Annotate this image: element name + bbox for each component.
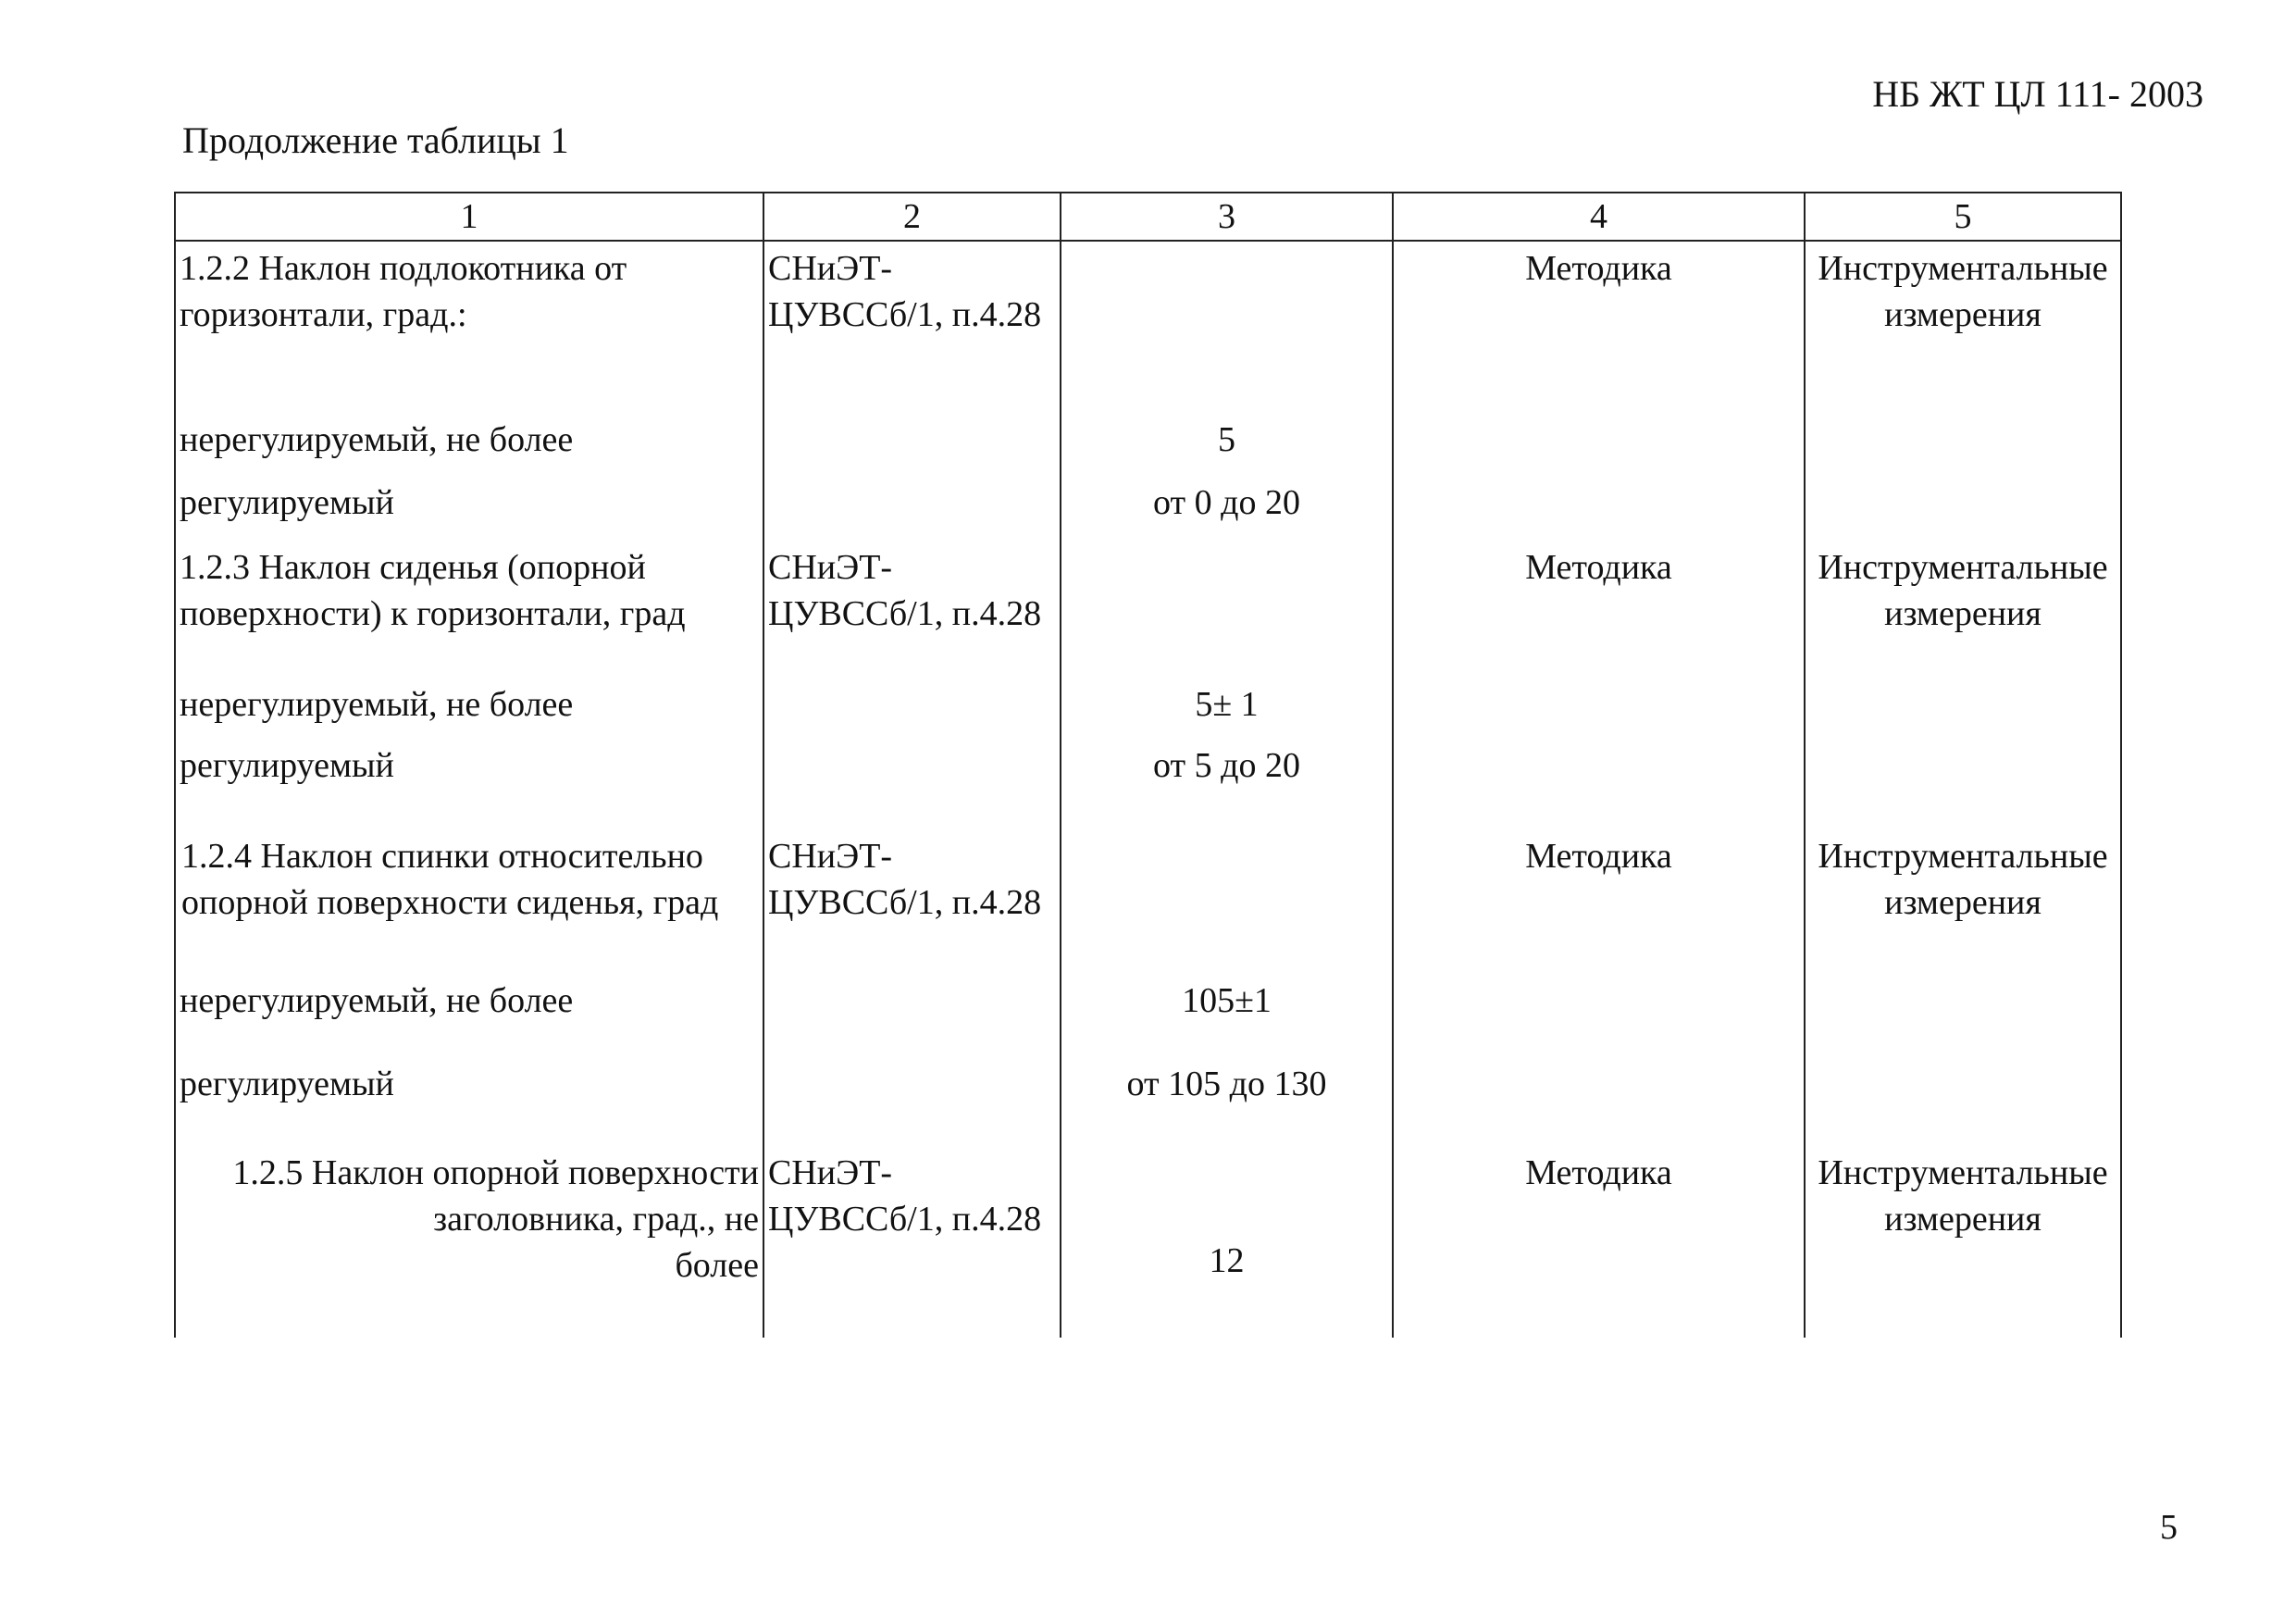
item-method: Методика bbox=[1393, 833, 1805, 978]
item-title: 1.2.3 Наклон сиденья (опорной поверхности) к горизонтали, град bbox=[175, 544, 763, 681]
column-header-4: 4 bbox=[1393, 193, 1805, 241]
table-row bbox=[175, 681, 2121, 742]
column-header-1: 1 bbox=[175, 193, 763, 241]
item-value bbox=[1061, 241, 1393, 417]
empty-cell bbox=[1805, 1061, 2121, 1150]
subrow-value: 105±1 bbox=[1061, 978, 1393, 1061]
empty-cell bbox=[763, 417, 1061, 479]
empty-cell bbox=[1393, 479, 1805, 544]
item-reference: СНиЭТ-ЦУВССб/1, п.4.28 bbox=[763, 833, 1061, 978]
subrow-value: от 105 до 130 bbox=[1061, 1061, 1393, 1150]
table-header-row bbox=[175, 193, 2121, 241]
subrow-label: нерегулируемый, не более bbox=[175, 681, 763, 742]
item-method: Методика bbox=[1393, 241, 1805, 417]
column-header-2: 2 bbox=[763, 193, 1061, 241]
subrow-label: регулируемый bbox=[175, 742, 763, 833]
table-row bbox=[175, 241, 2121, 417]
table-row bbox=[175, 833, 2121, 978]
item-control: Инструментальные измерения bbox=[1805, 833, 2121, 978]
subrow-value: 5± 1 bbox=[1061, 681, 1393, 742]
item-title: 1.2.2 Наклон подлокотника от горизонтали, град.: bbox=[175, 241, 763, 417]
table-row bbox=[175, 978, 2121, 1061]
page-number: 5 bbox=[2160, 1508, 2178, 1547]
item-method: Методика bbox=[1393, 1150, 1805, 1338]
empty-cell bbox=[763, 479, 1061, 544]
requirements-table bbox=[174, 192, 2122, 1338]
subrow-label: регулируемый bbox=[175, 1061, 763, 1150]
item-title: 1.2.4 Наклон спинки относительно опорной поверхности сиденья, град bbox=[175, 833, 763, 978]
empty-cell bbox=[763, 1061, 1061, 1150]
column-header-3: 3 bbox=[1061, 193, 1393, 241]
item-method: Методика bbox=[1393, 544, 1805, 681]
item-value bbox=[1061, 544, 1393, 681]
table-row bbox=[175, 1061, 2121, 1150]
empty-cell bbox=[1805, 681, 2121, 742]
empty-cell bbox=[1393, 1061, 1805, 1150]
subrow-label: нерегулируемый, не более bbox=[175, 978, 763, 1061]
item-value: 12 bbox=[1061, 1150, 1393, 1338]
table-continuation-caption: Продолжение таблицы 1 bbox=[182, 119, 569, 161]
empty-cell bbox=[1393, 742, 1805, 833]
subrow-value: 5 bbox=[1061, 417, 1393, 479]
empty-cell bbox=[1805, 479, 2121, 544]
empty-cell bbox=[763, 978, 1061, 1061]
subrow-label: нерегулируемый, не более bbox=[175, 417, 763, 479]
empty-cell bbox=[1805, 417, 2121, 479]
item-reference: СНиЭТ-ЦУВССб/1, п.4.28 bbox=[763, 241, 1061, 417]
table-row bbox=[175, 417, 2121, 479]
item-reference: СНиЭТ-ЦУВССб/1, п.4.28 bbox=[763, 1150, 1061, 1338]
subrow-label: регулируемый bbox=[175, 479, 763, 544]
empty-cell bbox=[1393, 417, 1805, 479]
table-row bbox=[175, 479, 2121, 544]
empty-cell bbox=[1805, 978, 2121, 1061]
item-control: Инструментальные измерения bbox=[1805, 1150, 2121, 1338]
table-row bbox=[175, 742, 2121, 833]
table-row bbox=[175, 544, 2121, 681]
item-value bbox=[1061, 833, 1393, 978]
table-row bbox=[175, 1150, 2121, 1338]
empty-cell bbox=[763, 742, 1061, 833]
subrow-value: от 0 до 20 bbox=[1061, 479, 1393, 544]
item-control: Инструментальные измерения bbox=[1805, 241, 2121, 417]
subrow-value: от 5 до 20 bbox=[1061, 742, 1393, 833]
empty-cell bbox=[1393, 978, 1805, 1061]
empty-cell bbox=[763, 681, 1061, 742]
item-title: 1.2.5 Наклон опорной поверхности заголовника, град., не более bbox=[175, 1150, 763, 1338]
item-reference: СНиЭТ-ЦУВССб/1, п.4.28 bbox=[763, 544, 1061, 681]
column-header-5: 5 bbox=[1805, 193, 2121, 241]
empty-cell bbox=[1393, 681, 1805, 742]
empty-cell bbox=[1805, 742, 2121, 833]
document-code: НБ ЖТ ЦЛ 111- 2003 bbox=[1872, 73, 2203, 115]
item-control: Инструментальные измерения bbox=[1805, 544, 2121, 681]
